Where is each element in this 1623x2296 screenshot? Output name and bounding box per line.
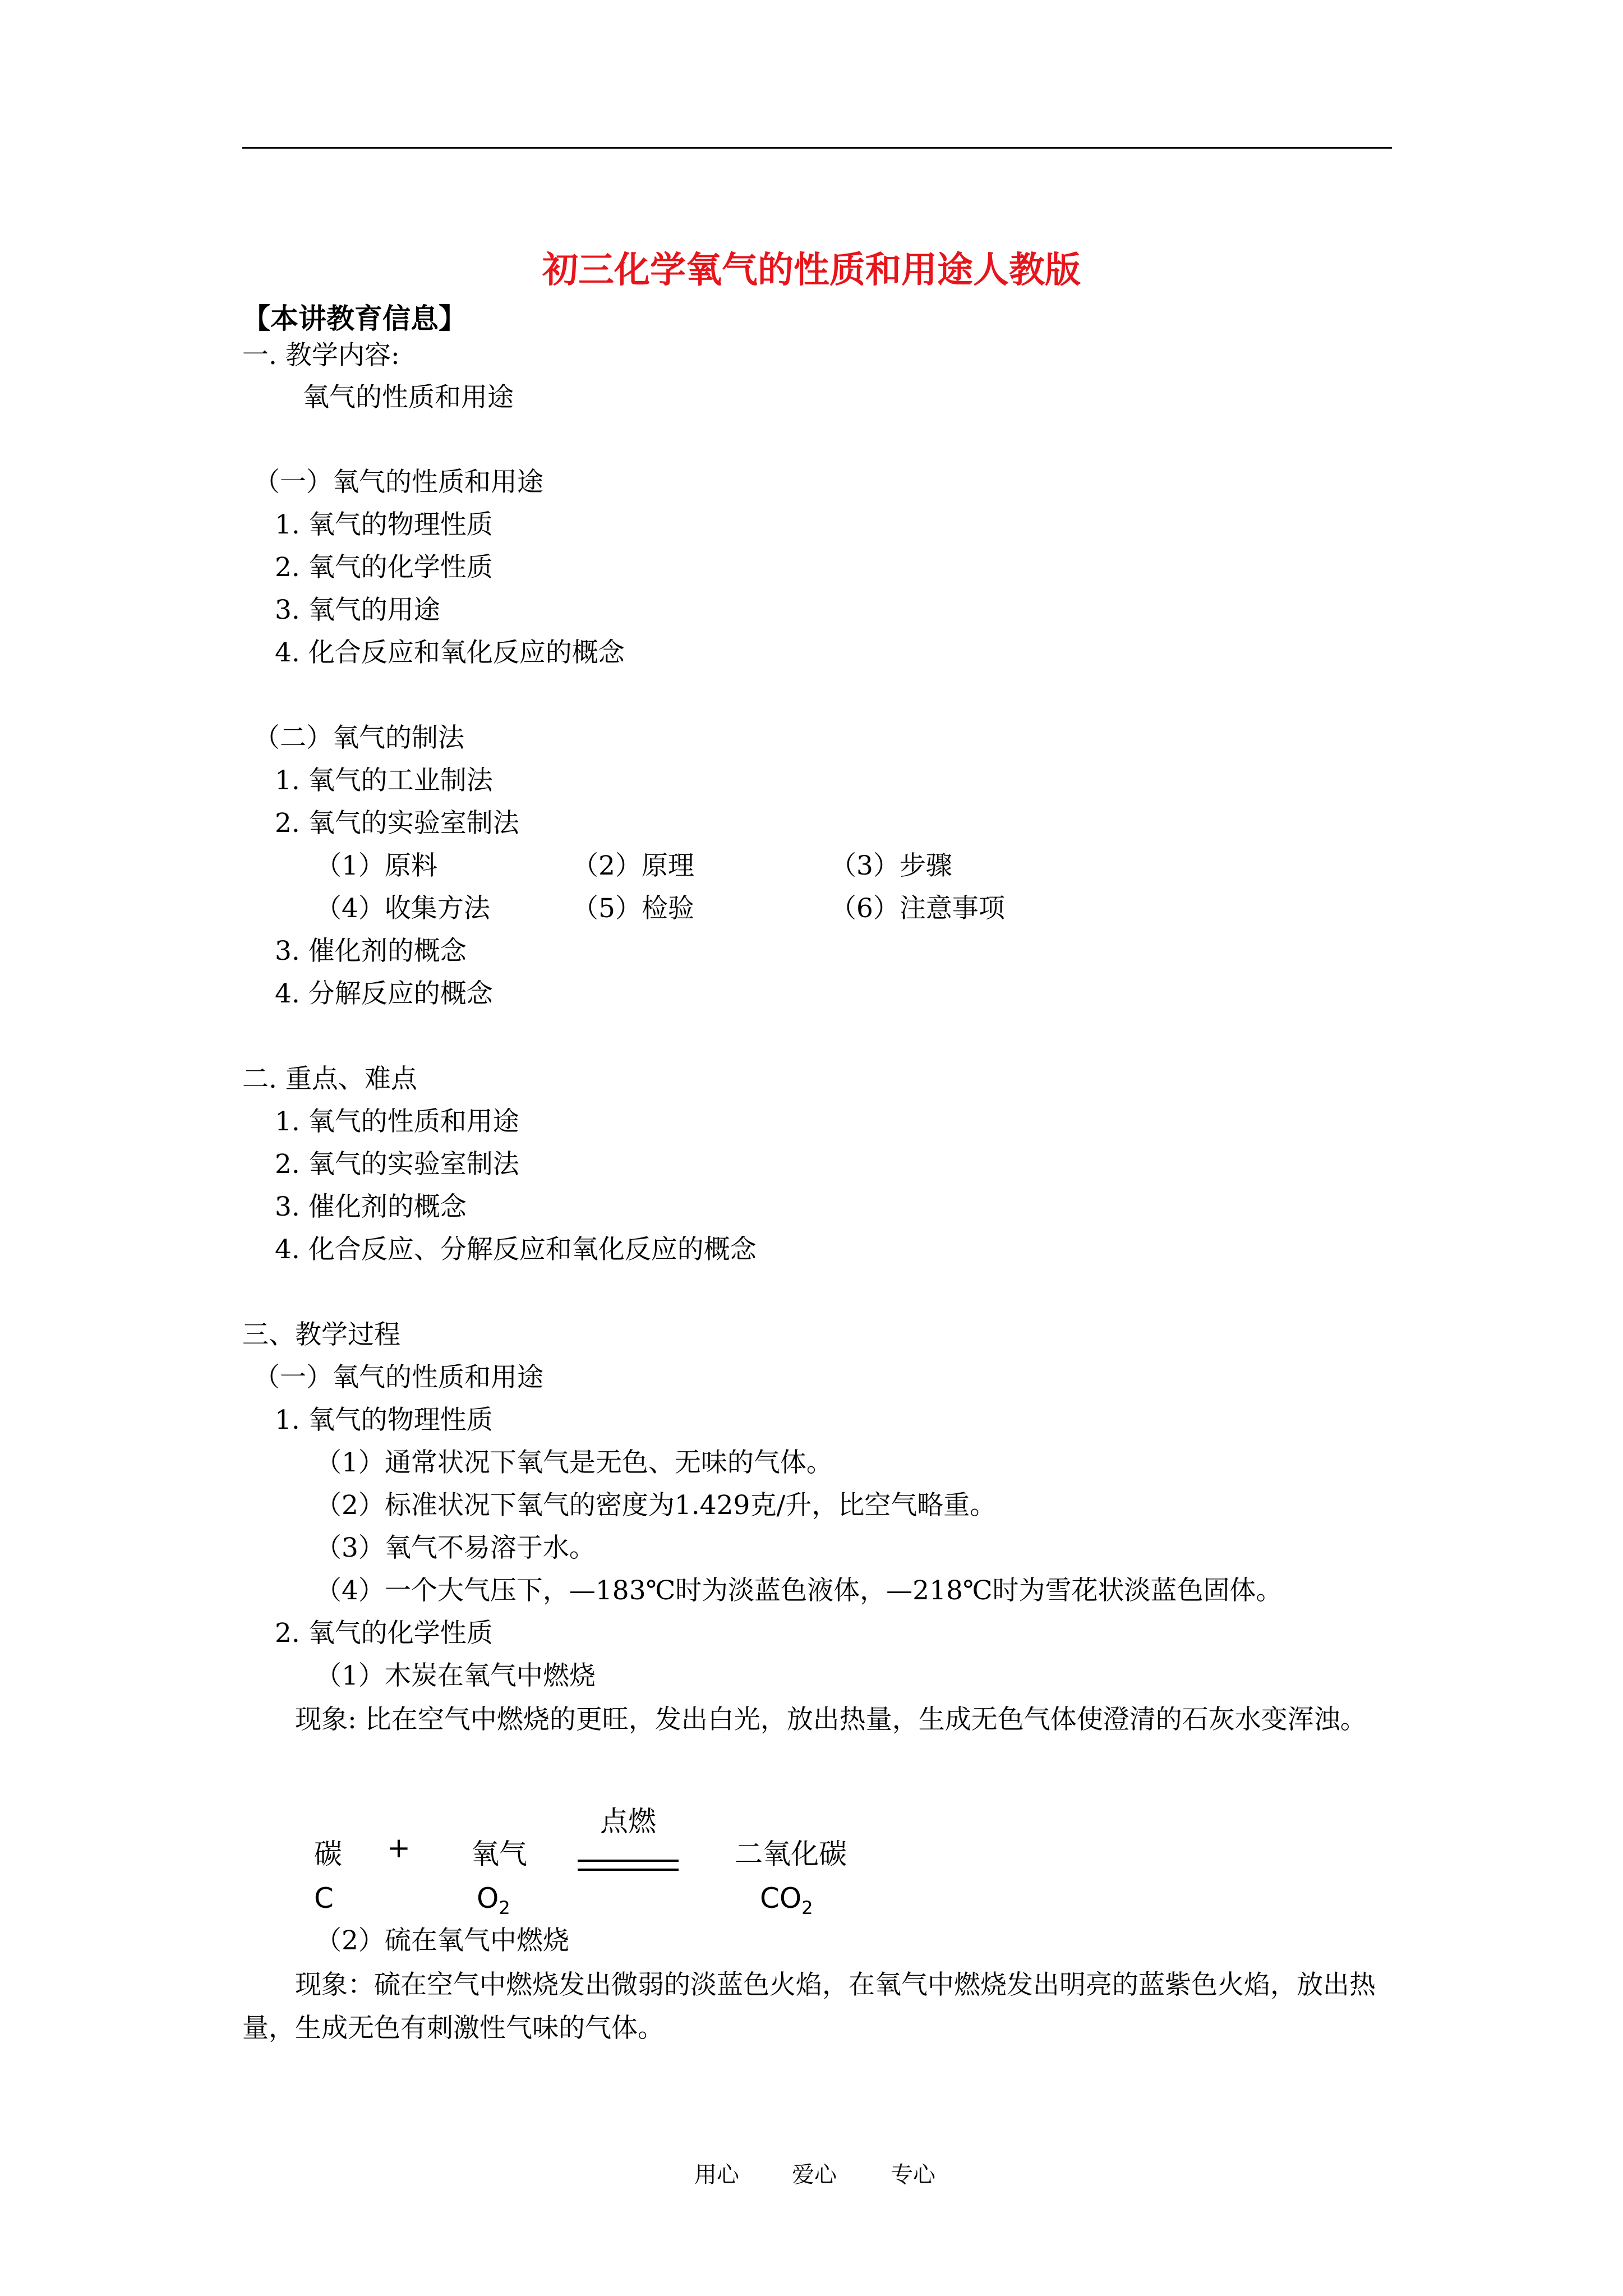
outline-line: 2. 氧气的化学性质 [275,1618,493,1649]
outline-line: （2）原理 [572,850,694,881]
outline-line: （1）原料 [315,850,437,881]
section-heading: 【本讲教育信息】 [242,302,467,335]
outline-line: 3. 催化剂的概念 [275,1191,467,1222]
eq-plus: + [387,1832,411,1864]
outline-line: 3. 催化剂的概念 [275,936,467,967]
outline-line: （2）标准状况下氧气的密度为1.429克/升，比空气略重。 [315,1490,997,1521]
eq-product: 二氧化碳 [735,1838,847,1870]
outline-line: （1）木炭在氧气中燃烧 [315,1660,596,1691]
outline-line: （4）一个大气压下，—183℃时为淡蓝色液体，—218℃时为雪花状淡蓝色固体。 [315,1575,1283,1606]
footer-text: 专心 [891,2162,935,2188]
outline-line: 1. 氧气的物理性质 [275,509,493,540]
footer-text: 用心 [694,2162,739,2188]
outline-line: （3）氧气不易溶于水。 [315,1533,596,1563]
outline-line: （5）检验 [572,893,694,924]
document-title: 初三化学氧气的性质和用途人教版 [542,250,1081,291]
reaction-equation [314,1805,931,1921]
outline-line: 1. 氧气的物理性质 [275,1405,493,1435]
outline-line: （1）通常状况下氧气是无色、无味的气体。 [315,1447,833,1478]
outline-line: （一）氧气的性质和用途 [253,1362,543,1393]
eq-reactant-1: 碳 [314,1838,342,1870]
outline-line: 二. 重点、难点 [242,1064,417,1094]
footer-text: 爱心 [792,2162,837,2188]
outline-line: （6）注意事项 [830,893,1005,924]
eq-formula-o2-base: O [477,1882,499,1915]
eq-formula-o2-sub: 2 [499,1897,510,1918]
eq-formula-co2 [760,1882,813,1918]
outline-line: （3）步骤 [830,850,952,881]
header-rule [242,147,1392,149]
outline-line: 三、教学过程 [242,1319,400,1350]
outline-line: （4）收集方法 [315,893,490,924]
outline-line: （二）氧气的制法 [253,723,464,753]
outline-line: 4. 化合反应和氧化反应的概念 [275,637,625,668]
eq-condition: 点燃 [600,1805,656,1838]
outline-line: 1. 氧气的工业制法 [275,765,493,796]
outline-line: 4. 化合反应、分解反应和氧化反应的概念 [275,1234,757,1265]
outline-line: 一. 教学内容: [242,340,400,371]
outline-line: （一）氧气的性质和用途 [253,467,543,498]
outline-line: 1. 氧气的性质和用途 [275,1106,519,1137]
eq-yield-sign [578,1860,679,1871]
observation-paragraph: 现象：硫在空气中燃烧发出微弱的淡蓝色火焰，在氧气中燃烧发出明亮的蓝紫色火焰，放出热量，生成无色有刺激性气味的气体。 [242,1970,1376,2044]
eq-formula-co2-sub: 2 [801,1897,813,1918]
outline-line: 3. 氧气的用途 [275,595,440,625]
eq-formula-o2 [477,1882,510,1918]
outline-line: （2）硫在氧气中燃烧 [315,1925,569,1956]
eq-formula-co2-base: CO [760,1882,802,1915]
observation-paragraph: 现象: 比在空气中燃烧的更旺，发出白光，放出热量，生成无色气体使澄清的石灰水变浑浊。 [295,1704,1367,1735]
outline-line: 2. 氧气的实验室制法 [275,1149,519,1180]
eq-reactant-2: 氧气 [471,1838,527,1870]
outline-line: 2. 氧气的实验室制法 [275,808,519,839]
outline-line: 4. 分解反应的概念 [275,978,493,1009]
outline-line: 氧气的性质和用途 [303,382,514,413]
outline-line: 2. 氧气的化学性质 [275,552,493,583]
eq-formula-c: C [314,1882,334,1915]
